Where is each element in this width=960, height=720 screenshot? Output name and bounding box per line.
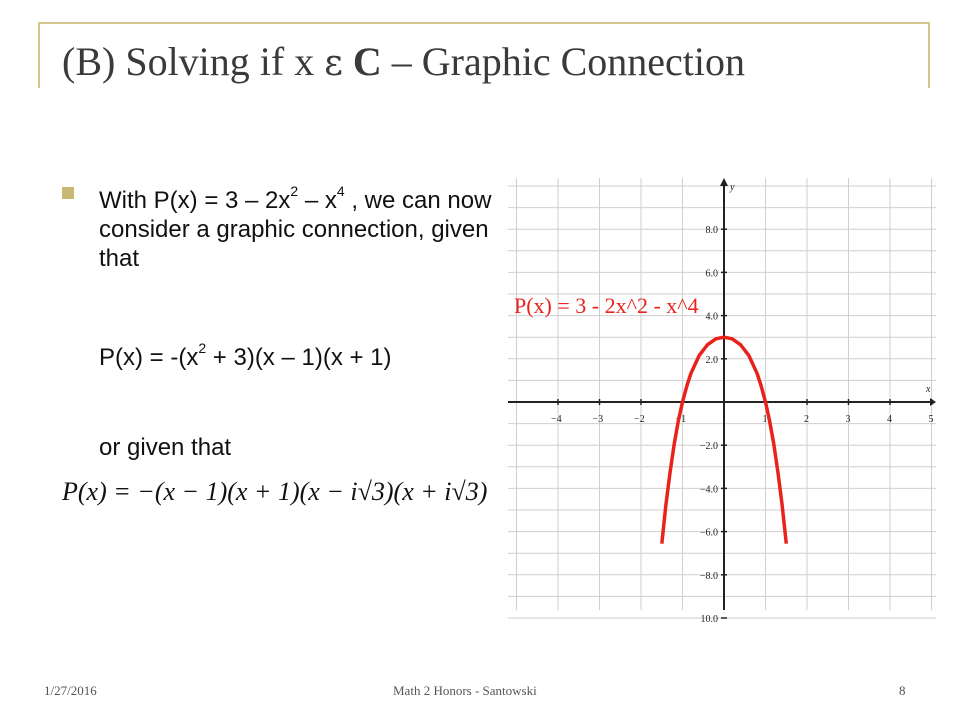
svg-text:P(x) = −(x − 1)(x + 1)(x − i√3 — [61, 477, 487, 506]
formula-sqrt-2: √3 — [451, 477, 479, 506]
formula-mid: )(x + i — [384, 477, 452, 506]
footer-title: Math 2 Honors - Santowski — [393, 683, 537, 698]
y-tick-label: −6.0 — [699, 527, 718, 539]
y-axis-label: y — [730, 182, 735, 193]
slide-title: (B) Solving if x ε C – Graphic Connection — [62, 39, 746, 84]
y-tick-label: −8.0 — [699, 570, 718, 582]
y-tick-label: 8.0 — [705, 225, 718, 237]
x-tick-label: 1 — [762, 414, 768, 425]
bullet-text: With $P(x) = 3 - 2x^2 - x^4$ , we can now consider a graphic connection, given that — [99, 183, 492, 272]
formula-sqrt: √3 — [357, 477, 385, 506]
x-axis-label: x — [926, 384, 931, 395]
x-tick-label: 2 — [804, 414, 809, 425]
x-tick-label: −1 — [675, 414, 687, 425]
formula-lhs: P(x) = −(x − 1)(x + 1)(x − i — [62, 477, 358, 506]
x-tick-label: 4 — [887, 414, 892, 425]
function-label: P(x) = 3 - 2x^2 - x^4 — [514, 293, 699, 318]
x-tick-label: −3 — [592, 414, 604, 425]
formula-end: ) — [478, 477, 488, 506]
or-given-that: or given that — [99, 434, 232, 461]
factored-form: $P(x) = -(x^2 + 3)(x - 1)(x + 1)$ — [99, 340, 392, 371]
tick-labels — [551, 182, 934, 625]
y-tick-label: −4.0 — [699, 484, 718, 496]
y-tick-label: 6.0 — [705, 268, 718, 280]
x-tick-label: 5 — [928, 414, 934, 425]
axes — [508, 178, 936, 610]
x-tick-label: −4 — [551, 414, 562, 425]
y-tick-label: 4.0 — [705, 311, 718, 323]
y-tick-label: −2.0 — [699, 441, 718, 453]
bullet-square-icon — [62, 187, 74, 199]
title-frame-left — [38, 22, 40, 88]
x-tick-label: −2 — [634, 414, 645, 425]
grid — [508, 178, 936, 618]
x-tick-label: 3 — [845, 414, 851, 425]
y-axis-arrow — [720, 178, 728, 186]
footer-page-number: 8 — [899, 683, 906, 698]
footer-date: 1/27/2016 — [44, 683, 97, 698]
polynomial-graph — [508, 178, 936, 625]
y-tick-label: 10.0 — [700, 614, 718, 625]
y-tick-label: 2.0 — [705, 354, 718, 366]
title-frame-right — [928, 22, 930, 88]
title-frame-top — [38, 22, 930, 24]
complex-factor-formula — [60, 463, 488, 519]
